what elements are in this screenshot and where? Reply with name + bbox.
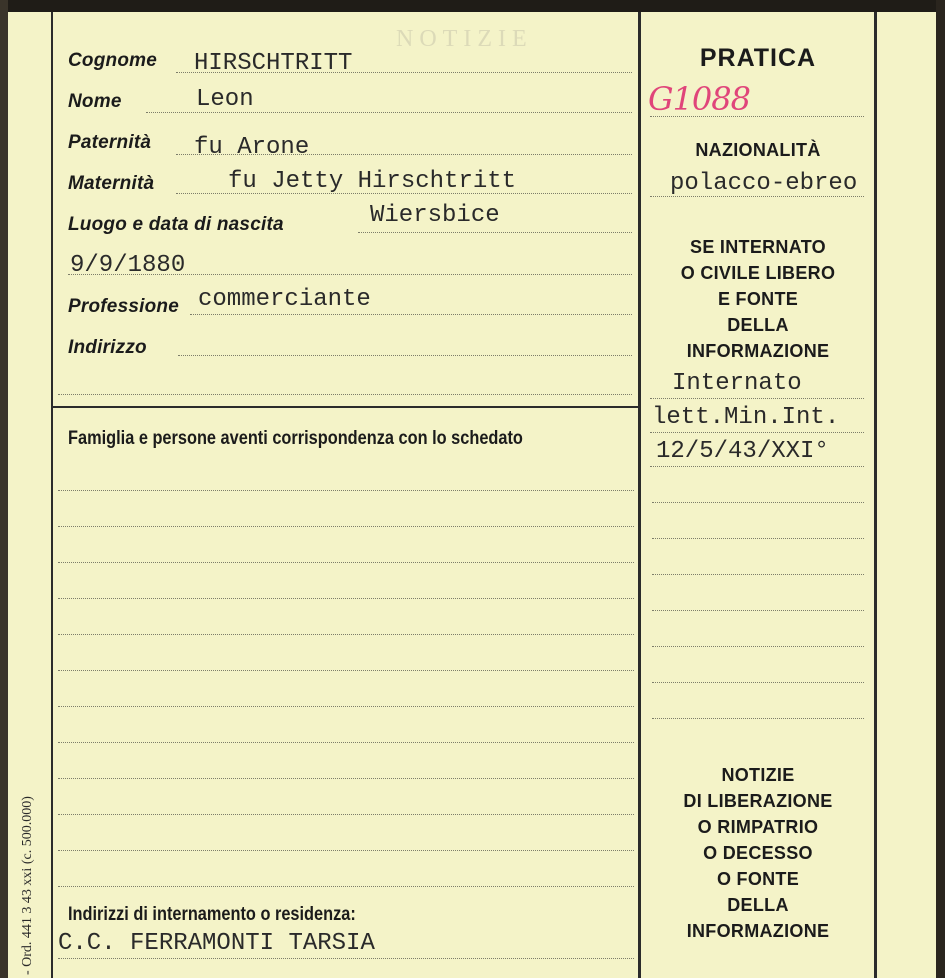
famiglia-line — [58, 742, 634, 743]
famiglia-line — [58, 814, 634, 815]
left-margin-rule — [51, 12, 53, 978]
cognome-label: Cognome — [68, 50, 158, 71]
professione-label: Professione — [68, 296, 179, 317]
professione-line — [190, 314, 632, 315]
paternita-label: Paternità — [68, 132, 152, 153]
famiglia-line — [58, 598, 634, 599]
indirizzo-label: Indirizzo — [68, 337, 147, 358]
internato-heading — [640, 234, 876, 364]
right-line — [652, 682, 864, 683]
right-line — [652, 538, 864, 539]
famiglia-line — [58, 490, 634, 491]
pratica-title: PRATICA — [699, 44, 817, 72]
internato-value-line2: lett.Min.Int. — [652, 404, 840, 431]
famiglia-line — [58, 886, 634, 887]
notizie-heading-line: DELLA — [727, 895, 789, 915]
right-line — [652, 574, 864, 575]
notizie-heading-line: INFORMAZIONE — [686, 921, 830, 941]
famiglia-line — [58, 778, 634, 779]
right-line — [652, 718, 864, 719]
luogo-value: Wiersbice — [370, 202, 500, 229]
professione-value: commerciante — [198, 286, 371, 313]
printer-reference: - Ord. 441 3 43 xxi (c. 500.000) — [20, 796, 35, 975]
right-line — [652, 610, 864, 611]
card-right-edge — [936, 0, 945, 978]
notizie-heading-line: O RIMPATRIO — [697, 817, 819, 837]
notizie-heading-line: NOTIZIE — [721, 765, 795, 785]
internamento-value: C.C. FERRAMONTI TARSIA — [58, 930, 375, 957]
luogo-line — [358, 232, 632, 233]
famiglia-line — [58, 670, 634, 671]
right-line — [652, 646, 864, 647]
nazionalita-value: polacco-ebreo — [670, 170, 858, 197]
internato-value-line1: Internato — [672, 370, 802, 397]
internato-heading-line: O CIVILE LIBERO — [680, 263, 836, 283]
pratica-number: G1088 — [648, 80, 750, 118]
internato-heading-line: SE INTERNATO — [690, 237, 826, 257]
maternita-label: Maternità — [68, 173, 155, 194]
internato-value-line3: 12/5/43/XXI° — [656, 438, 829, 465]
birth-date-value: 9/9/1880 — [70, 252, 186, 279]
nome-value: Leon — [196, 86, 254, 113]
card-top-edge — [0, 0, 945, 12]
notizie-heading-line: O DECESSO — [703, 843, 813, 863]
famiglia-heading: Famiglia e persone aventi corrispondenza con lo schedato — [68, 428, 523, 449]
nazionalita-label: NAZIONALITÀ — [695, 140, 821, 160]
faint-stamp-text: NOTIZIE — [396, 26, 533, 52]
luogo-data-label: Luogo e data di nascita — [68, 214, 284, 235]
right-line — [650, 432, 864, 433]
maternita-value: fu Jetty Hirschtritt — [228, 168, 517, 195]
famiglia-line — [58, 850, 634, 851]
famiglia-line — [58, 706, 634, 707]
internato-heading-line: E FONTE — [717, 289, 799, 309]
paternita-value: fu Arone — [194, 134, 310, 161]
nome-label: Nome — [68, 91, 122, 112]
famiglia-line — [58, 562, 634, 563]
internato-heading-line: DELLA — [727, 315, 789, 335]
notizie-heading-line: O FONTE — [716, 869, 800, 889]
cognome-value: HIRSCHTRITT — [194, 50, 353, 77]
famiglia-line — [58, 526, 634, 527]
right-line — [652, 502, 864, 503]
card-left-edge — [0, 0, 8, 978]
notizie-heading — [640, 762, 876, 944]
internamento-line — [58, 958, 634, 959]
internamento-heading: Indirizzi di internamento o residenza: — [68, 904, 356, 925]
blank-line — [58, 394, 632, 395]
internato-heading-line: INFORMAZIONE — [686, 341, 830, 361]
famiglia-line — [58, 634, 634, 635]
notizie-heading-line: DI LIBERAZIONE — [683, 791, 833, 811]
right-line — [650, 466, 864, 467]
right-line — [650, 398, 864, 399]
section-divider — [53, 406, 638, 408]
indirizzo-line — [178, 355, 632, 356]
